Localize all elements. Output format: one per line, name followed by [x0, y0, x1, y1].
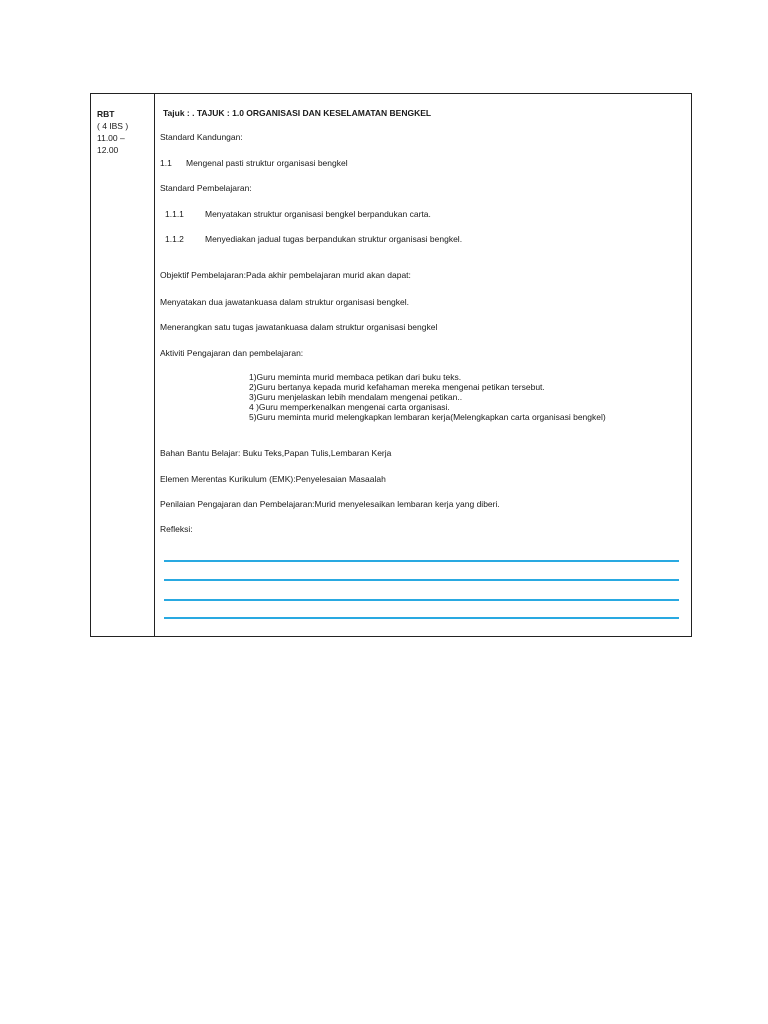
sp-item-2-text: Menyediakan jadual tugas berpandukan struktur organisasi bengkel.	[205, 234, 463, 244]
refleksi-heading: Refleksi:	[160, 524, 193, 534]
column-divider	[154, 94, 155, 636]
objektif-heading: Objektif Pembelajaran:Pada akhir pembelajaran murid akan dapat:	[160, 270, 411, 280]
aktiviti-heading: Aktiviti Pengajaran dan pembelajaran:	[160, 348, 304, 358]
standard-kandungan-number: 1.1	[160, 158, 172, 168]
sp-item-1-number: 1.1.1	[165, 209, 184, 219]
subject-label: RBT	[97, 109, 115, 119]
sp-item-1-text: Menyatakan struktur organisasi bengkel berpandukan carta.	[205, 209, 431, 219]
class-label: ( 4 IBS )	[97, 121, 129, 131]
left-column	[97, 108, 153, 156]
reflection-line	[164, 617, 679, 619]
time-end: 12.00	[97, 145, 119, 155]
objektif-item-2: Menerangkan satu tugas jawatankuasa dalam struktur organisasi bengkel	[160, 322, 438, 332]
tajuk-title: Tajuk : . TAJUK : 1.0 ORGANISASI DAN KESELAMATAN BENGKEL	[163, 108, 432, 118]
time-start: 11.00 –	[97, 133, 125, 143]
aktiviti-item: 5)Guru meminta murid melengkapkan lembaran kerja(Melengkapkan carta organisasi bengkel)	[249, 412, 606, 422]
standard-pembelajaran-heading: Standard Pembelajaran:	[160, 183, 252, 193]
reflection-line	[164, 599, 679, 601]
standard-kandungan-heading: Standard Kandungan:	[160, 132, 243, 142]
penilaian: Penilaian Pengajaran dan Pembelajaran:Murid menyelesaikan lembaran kerja yang diberi.	[160, 499, 500, 509]
lesson-plan-table	[90, 93, 692, 637]
sp-item-2-number: 1.1.2	[165, 234, 184, 244]
objektif-item-1: Menyatakan dua jawatankuasa dalam struktur organisasi bengkel.	[160, 297, 410, 307]
aktiviti-item: 4 )Guru memperkenalkan mengenai carta organisasi.	[249, 402, 450, 412]
elemen-emk: Elemen Merentas Kurikulum (EMK):Penyelesaian Masaalah	[160, 474, 386, 484]
bahan-bantu: Bahan Bantu Belajar: Buku Teks,Papan Tulis,Lembaran Kerja	[160, 448, 392, 458]
aktiviti-item: 3)Guru menjelaskan lebih mendalam mengenai petikan..	[249, 392, 463, 402]
aktiviti-item: 1)Guru meminta murid membaca petikan dari buku teks.	[249, 372, 462, 382]
standard-kandungan-text: Mengenal pasti struktur organisasi bengkel	[186, 158, 348, 168]
reflection-line	[164, 560, 679, 562]
aktiviti-item: 2)Guru bertanya kepada murid kefahaman mereka mengenai petikan tersebut.	[249, 382, 545, 392]
reflection-line	[164, 579, 679, 581]
aktiviti-list	[249, 372, 606, 422]
